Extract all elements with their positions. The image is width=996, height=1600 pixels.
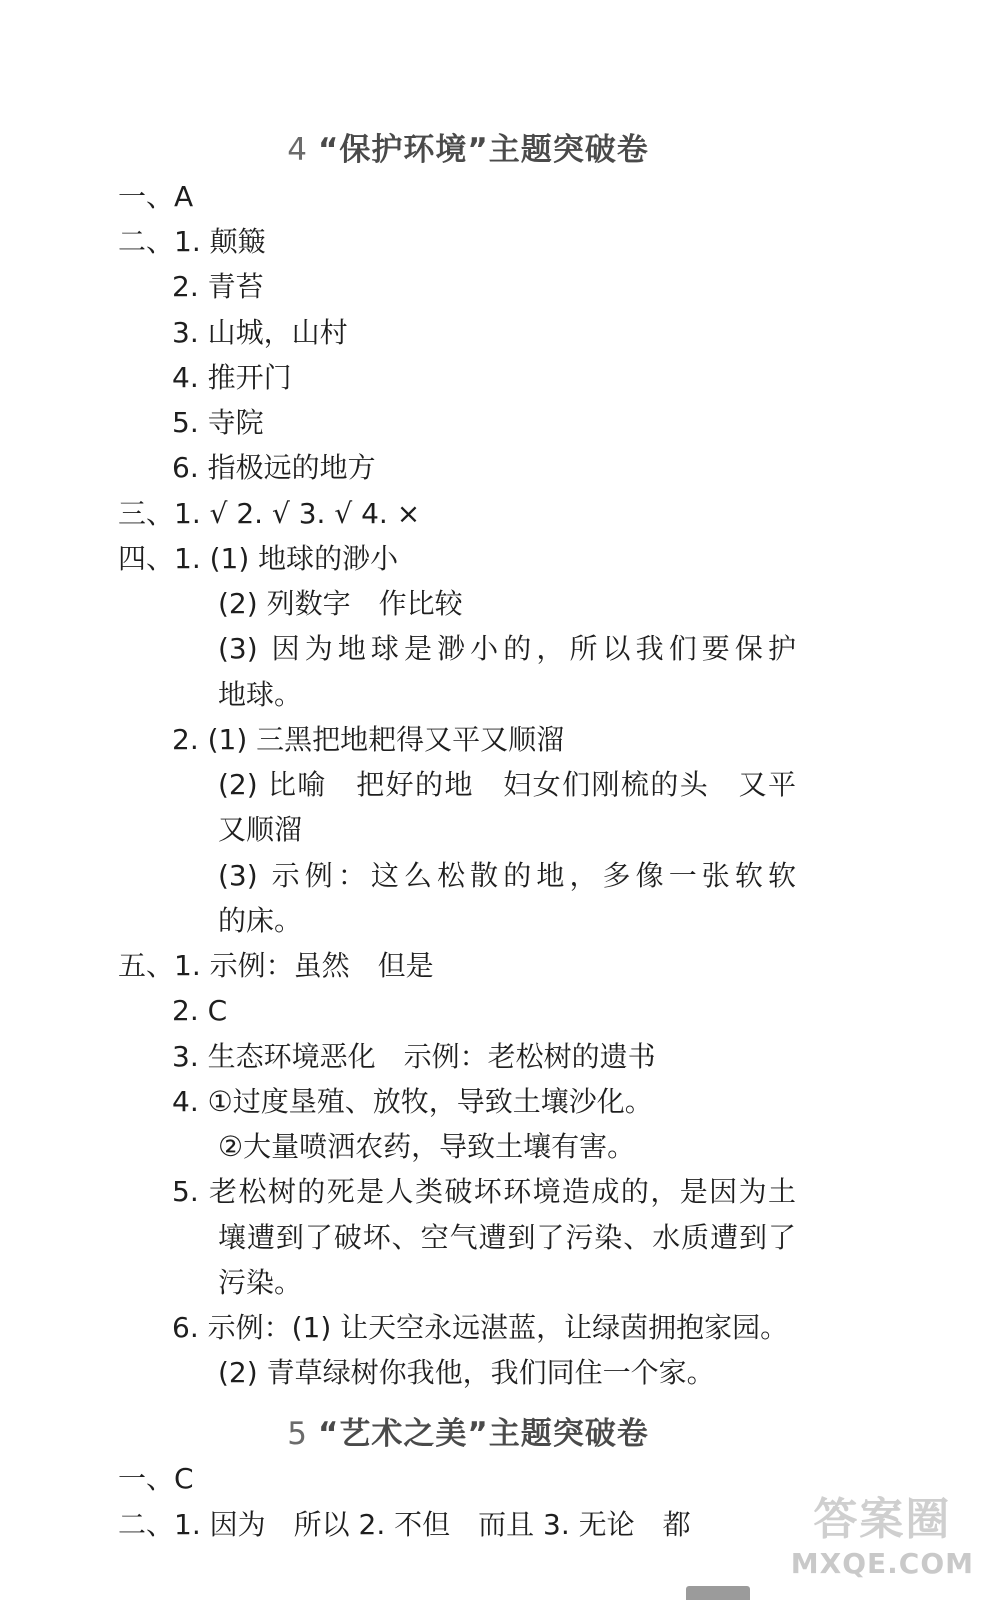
answer-line: 5. 寺院 [172,406,264,439]
answer-line: 二、1. 因为 所以 2. 不但 而且 3. 无论 都 [118,1508,691,1541]
answer-line: 二、1. 颠簸 [118,225,266,258]
answer-line: 3. 山城，山村 [172,316,348,349]
answer-line: (3) 示例：这么松散的地，多像一张软软 [218,859,796,892]
answer-line: 的床。 [218,904,303,937]
answer-line: 四、1. (1) 地球的渺小 [118,542,399,575]
answer-line: 一、C [118,1462,194,1495]
answer-line: 污染。 [218,1266,303,1299]
section-4-title-text: “保护环境”主题突破卷 [317,132,649,168]
watermark-logo [791,1483,974,1580]
answer-line: (2) 青草绿树你我他，我们同住一个家。 [218,1356,715,1389]
answer-line: 一、A [118,180,194,213]
answer-line: 2. 青苔 [172,270,264,303]
answer-line: 2. C [172,994,228,1027]
answer-line: 三、1. √ 2. √ 3. √ 4. × [118,497,421,530]
answer-line: 6. 示例：(1) 让天空永远湛蓝，让绿茵拥抱家园。 [172,1311,789,1344]
watermark-bottom-text: MXQE.COM [790,1547,974,1580]
answer-line: ②大量喷洒农药，导致土壤有害。 [218,1130,636,1163]
answer-line: 壤遭到了破坏、空气遭到了污染、水质遭到了 [218,1221,796,1254]
answer-line: (3) 因为地球是渺小的，所以我们要保护 [218,632,796,665]
section-4-number: 4 [287,132,308,168]
answer-line: 6. 指极远的地方 [172,451,376,484]
section-4-title [0,124,936,169]
section-5-title-text: “艺术之美”主题突破卷 [317,1416,649,1452]
answer-line: 又顺溜 [218,813,303,846]
answer-line: (2) 比喻 把好的地 妇女们刚梳的头 又平 [218,768,796,801]
answer-line: 4. ①过度垦殖、放牧，导致土壤沙化。 [172,1085,653,1118]
section-5-title [0,1408,936,1453]
answer-line: 2. (1) 三黑把地耙得又平又顺溜 [172,723,565,756]
answer-line: 5. 老松树的死是人类破坏环境造成的，是因为土 [172,1175,796,1208]
answer-line: 五、1. 示例：虽然 但是 [118,949,434,982]
answer-line: 3. 生态环境恶化 示例：老松树的遗书 [172,1040,656,1073]
section-5-number: 5 [287,1416,308,1452]
page-tab-decoration [686,1586,750,1600]
answer-line: (2) 列数字 作比较 [218,587,463,620]
answer-line: 4. 推开门 [172,361,292,394]
answer-line: 地球。 [218,678,303,711]
watermark-top-text: 答案圈 [813,1494,952,1545]
